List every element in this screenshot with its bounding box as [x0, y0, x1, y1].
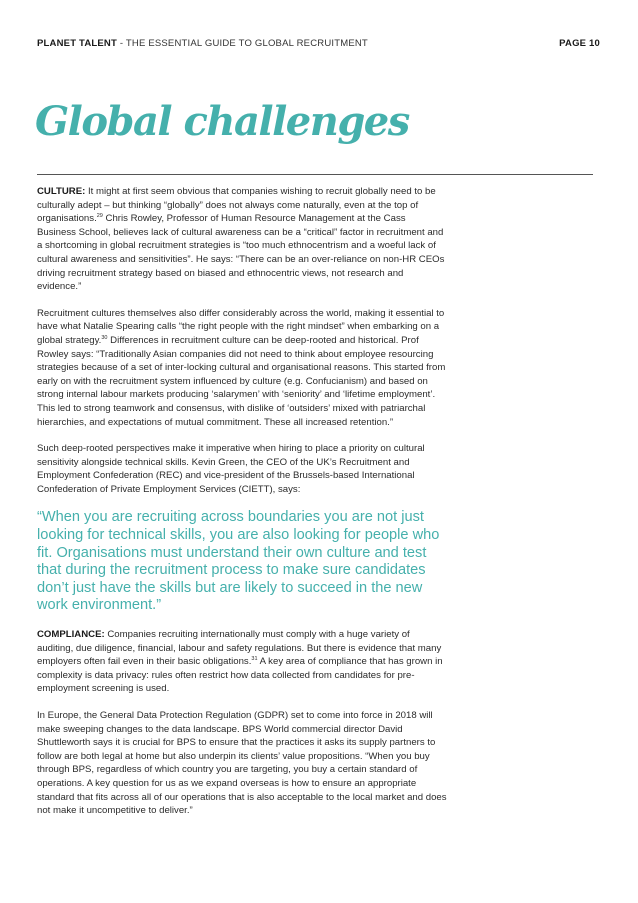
- page-number: PAGE 10: [559, 38, 600, 49]
- pull-quote: “When you are recruiting across boundaries you are not just looking for technical skills, you are also looking for people who fit. Organisations must understand their own culture and test that during the recruitment process to make sure candidates don’t just have the skills but are likely to succeed in the new work environment.”: [37, 509, 440, 614]
- publication-subtitle: - THE ESSENTIAL GUIDE TO GLOBAL RECRUITMENT: [117, 38, 368, 49]
- footnote-ref: 30: [101, 334, 108, 341]
- paragraph-gdpr: In Europe, the General Data Protection Regulation (GDPR) set to come into force in 2018 will make sweeping changes to the data landscape. BPS World commercial director David Shuttleworth says it is crucial for BPS to ensure that the practices it asks its supply partners to follow are both legal at home but also underpin its clients’ value propositions. “When you buy through BPS, regardless of which country you are targeting, you buy a certain standard of operations. A key question for us as we expand overseas is how to ensure an appropriate standard that fits across all of our operations that is also acceptable to the local market and does not make it uncompetitive to deliver.”: [37, 710, 447, 817]
- lead-culture: CULTURE:: [37, 186, 86, 197]
- paragraph-perspectives: Such deep-rooted perspectives make it imperative when hiring to place a priority on cultural sensitivity alongside technical skills. Kevin Green, the CEO of the UK’s Recruitment and Employment Confederation (REC) and vice-president of the Brussels-based International Confederation of Private Employment Services (CIETT), says:: [37, 443, 425, 495]
- section-title: Global challenges: [35, 98, 409, 145]
- publication-brand: PLANET TALENT: [37, 38, 118, 49]
- paragraph-text: It might at first seem obvious that companies wishing to recruit globally need to be culturally adept – but thinking “globally” does not always come naturally, even at the top of organisations.: [37, 186, 436, 225]
- lead-compliance: COMPLIANCE:: [37, 629, 105, 641]
- footnote-ref: 29: [96, 213, 103, 219]
- paragraph-text: Recruitment cultures themselves also differ considerably across the world, making it essential to have what Natalie Spearing calls “the right people with the right mindset” when embarking on a global strategy.: [37, 307, 445, 346]
- article-body: [37, 185, 447, 831]
- page-header: [37, 38, 600, 49]
- footnote-ref: 31: [251, 656, 258, 663]
- paragraph-recruitment-cultures: [37, 307, 447, 429]
- paragraph-culture: [37, 185, 447, 294]
- paragraph-text: Companies recruiting internationally must comply with a huge variety of auditing, due diligence, financial, labour and safety regulations. But there is evidence that many employers often fail even in their basic obligations.: [37, 629, 442, 668]
- paragraph-compliance: [37, 628, 447, 696]
- paragraph-text: Chris Rowley, Professor of Human Resource Management at the Cass Business School, believes lack of cultural awareness can be a “critical” factor in recruitment and a shortcoming in global recruitment strategies is “too much ethnocentrism and a woeful lack of cultural awareness and sensitivities”. He says: “There can be an over-reliance on non-HR CEOs driving recruitment strategy based on biased and ethnocentric views, not research and evidence.”: [37, 213, 445, 293]
- paragraph-text: Differences in recruitment culture can be deep-rooted and historical. Prof Rowley says: “Traditionally Asian companies did not need to think about employee resourcing strategies because of a set of inter-locking cultural and organisational reasons. This started from early on with the recruitment system influenced by culture (e.g. Confucianism) and based on strong internal labour markets producing ‘salarymen’ with ‘seniority’ and ‘lifetime employment’. This led to strong teamwork and consensus, with dislike of ‘outsiders’ mixed with patriarchal hierarchies, and expectations of mutual commitment. These all increased retention.”: [37, 334, 446, 428]
- title-divider: [37, 174, 593, 175]
- paragraph-text: A key area of compliance that has grown in complexity is data privacy: rules often restrict how data collected from candidates for pre-employment screening is used.: [37, 656, 443, 695]
